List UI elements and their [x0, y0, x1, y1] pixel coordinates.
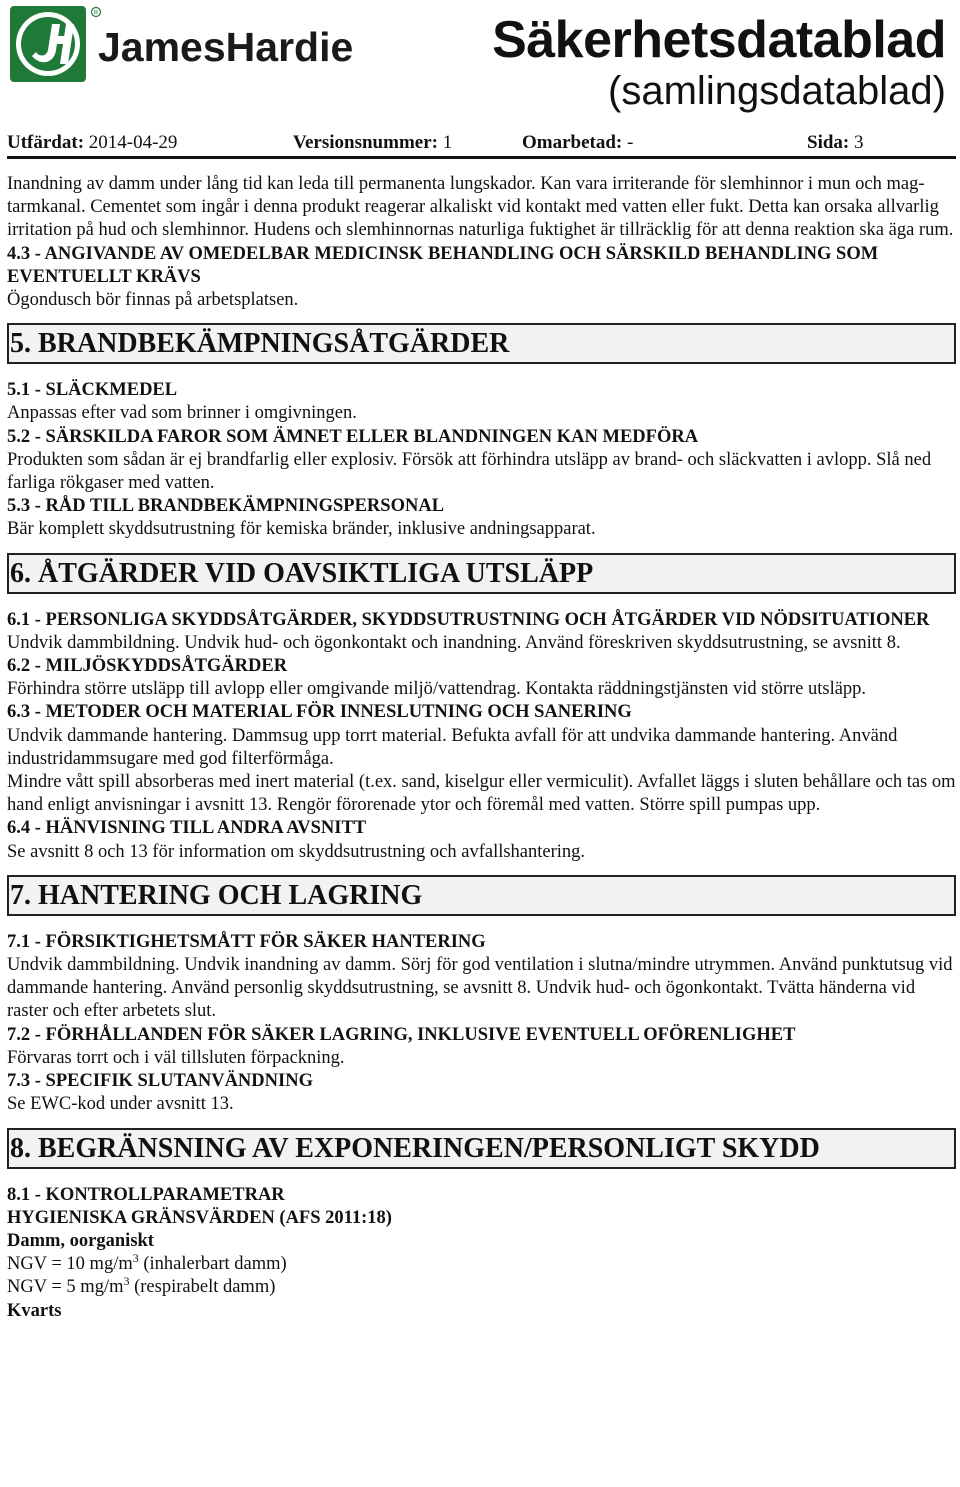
intro-paragraph: Inandning av damm under lång tid kan leda till permanenta lungskador. Kan vara irriterande för slemhinnor i mun och mag- tarmkanal. Cementet som ingår i denna produkt reagerar alkaliskt vid kontakt med vatten eller fukt. Detta kan orsaka allvarlig irritation på hud och slemhinnor. Hudens och slemhinnornas naturliga fuktighet är tillräcklig för att denna reaktion ska äga rum. [7, 174, 954, 241]
section-8-heading: 8. BEGRÄNSNING AV EXPONERINGEN/PERSONLIGT SKYDD [7, 1128, 956, 1169]
document-body [7, 159, 956, 1323]
meta-page: Sida: 3 [807, 132, 864, 153]
subsection-4-3-title: 4.3 - ANGIVANDE AV OMEDELBAR MEDICINSK BEHANDLING OCH SÄRSKILD BEHANDLING SOM EVENTUELLT KRÄVS [7, 243, 879, 287]
limit-value-inhalable: NGV = 10 $mg/m^3$ (inhalerbart damm) [7, 1250, 287, 1275]
subsection-7-3-title: 7.3 - SPECIFIK SLUTANVÄNDNING [7, 1071, 313, 1092]
subsection-4-3-text: Ögondusch bör finnas på arbetsplatsen. [7, 290, 299, 311]
subsection-5-2-title: 5.2 - SÄRSKILDA FAROR SOM ÄMNET ELLER BLANDNINGEN KAN MEDFÖRA [7, 426, 699, 447]
document-header [7, 0, 956, 126]
subsection-7-1-title: 7.1 - FÖRSIKTIGHETSMÅTT FÖR SÄKER HANTERING [7, 931, 486, 952]
subsection-5-1-text: Anpassas efter vad som brinner i omgivningen. [7, 403, 357, 424]
subsection-6-1-title: 6.1 - PERSONLIGA SKYDDSÅTGÄRDER, SKYDDSUTRUSTNING OCH ÅTGÄRDER VID NÖDSITUATIONER [7, 609, 930, 630]
subsection-8-1-subtitle: HYGIENISKA GRÄNSVÄRDEN (AFS 2011:18) [7, 1207, 392, 1228]
subsection-5-2-text: Produkten som sådan är ej brandfarlig eller explosiv. Försök att förhindra utsläpp av brand- och släckvatten i avlopp. Slå ned farliga rökgaser med vatten. [7, 449, 932, 494]
document-title: Säkerhetsdatablad [492, 11, 946, 69]
document-meta-bar [7, 126, 956, 159]
substance-group-quartz: Kvarts [7, 1300, 62, 1321]
subsection-8-1-title: 8.1 - KONTROLLPARAMETRAR [7, 1184, 285, 1205]
document-title-block [492, 10, 946, 112]
svg-text:R: R [93, 10, 99, 17]
subsection-6-3-text-1: Undvik dammande hantering. Dammsug upp torrt material. Befukta avfall för att undvika dammande hantering. Använd industridammsugare med god filterförmåga. [7, 725, 898, 769]
logo-wordmark: JamesHardie [98, 24, 354, 70]
subsection-5-1-title: 5.1 - SLÄCKMEDEL [7, 380, 178, 401]
document-subtitle: (samlingsdatablad) [608, 69, 946, 113]
section-5-heading: 5. BRANDBEKÄMPNINGSÅTGÄRDER [7, 323, 956, 364]
section-6-heading: 6. ÅTGÄRDER VID OAVSIKTLIGA UTSLÄPP [7, 553, 956, 594]
subsection-6-3-text-2: Mindre vått spill absorberas med inert material (t.ex. sand, kiselgur eller vermiculit). Avfallet läggs i sluten behållare och tas om hand enligt anvisningar i avsnitt 13. Rengör förorenade ytor och föremål med vatten. Större spill pumpas upp. [7, 772, 956, 816]
subsection-7-2-title: 7.2 - FÖRHÅLLANDEN FÖR SÄKER LAGRING, INKLUSIVE EVENTUELL OFÖRENLIGHET [7, 1024, 796, 1045]
jameshardie-logo [10, 6, 390, 86]
subsection-6-2-text: Förhindra större utsläpp till avlopp eller omgivande miljö/vattendrag. Kontakta räddningstjänsten vid större utsläpp. [7, 679, 867, 700]
substance-group-dust: Damm, oorganiskt [7, 1230, 154, 1251]
subsection-6-1-text: Undvik dammbildning. Undvik hud- och ögonkontakt och inandning. Använd föreskriven skyddsutrustning, se avsnitt 8. [7, 632, 901, 653]
subsection-7-2-text: Förvaras torrt och i väl tillsluten förpackning. [7, 1047, 345, 1068]
subsection-5-3-title: 5.3 - RÅD TILL BRANDBEKÄMPNINGSPERSONAL [7, 496, 445, 517]
limit-value-respirable: NGV = 5 $mg/m^3$ (respirabelt damm) [7, 1274, 276, 1298]
meta-issued: Utfärdat: 2014-04-29 [7, 132, 178, 153]
meta-version: Versionsnummer: 1 [293, 132, 453, 153]
subsection-7-1-text: Undvik dammbildning. Undvik inandning av damm. Sörj för god ventilation i slutna/mindre utrymmen. Använd punktutsug vid dammande hantering. Använd personlig skyddsutrustning, se avsnitt 8. Undvik hud- och ögonkontakt. Tvätta händerna vid raster och efter arbetets slut. [7, 955, 953, 1022]
subsection-5-3-text: Bär komplett skyddsutrustning för kemiska bränder, inklusive andningsapparat. [7, 519, 596, 540]
meta-revised: Omarbetad: - [522, 132, 634, 153]
subsection-6-2-title: 6.2 - MILJÖSKYDDSÅTGÄRDER [7, 656, 288, 677]
subsection-6-3-title: 6.3 - METODER OCH MATERIAL FÖR INNESLUTNING OCH SANERING [7, 702, 632, 723]
subsection-6-4-text: Se avsnitt 8 och 13 för information om skyddsutrustning och avfallshantering. [7, 841, 586, 862]
subsection-6-4-title: 6.4 - HÄNVISNING TILL ANDRA AVSNITT [7, 818, 367, 839]
section-7-heading: 7. HANTERING OCH LAGRING [7, 875, 956, 916]
subsection-7-3-text: Se EWC-kod under avsnitt 13. [7, 1094, 234, 1115]
